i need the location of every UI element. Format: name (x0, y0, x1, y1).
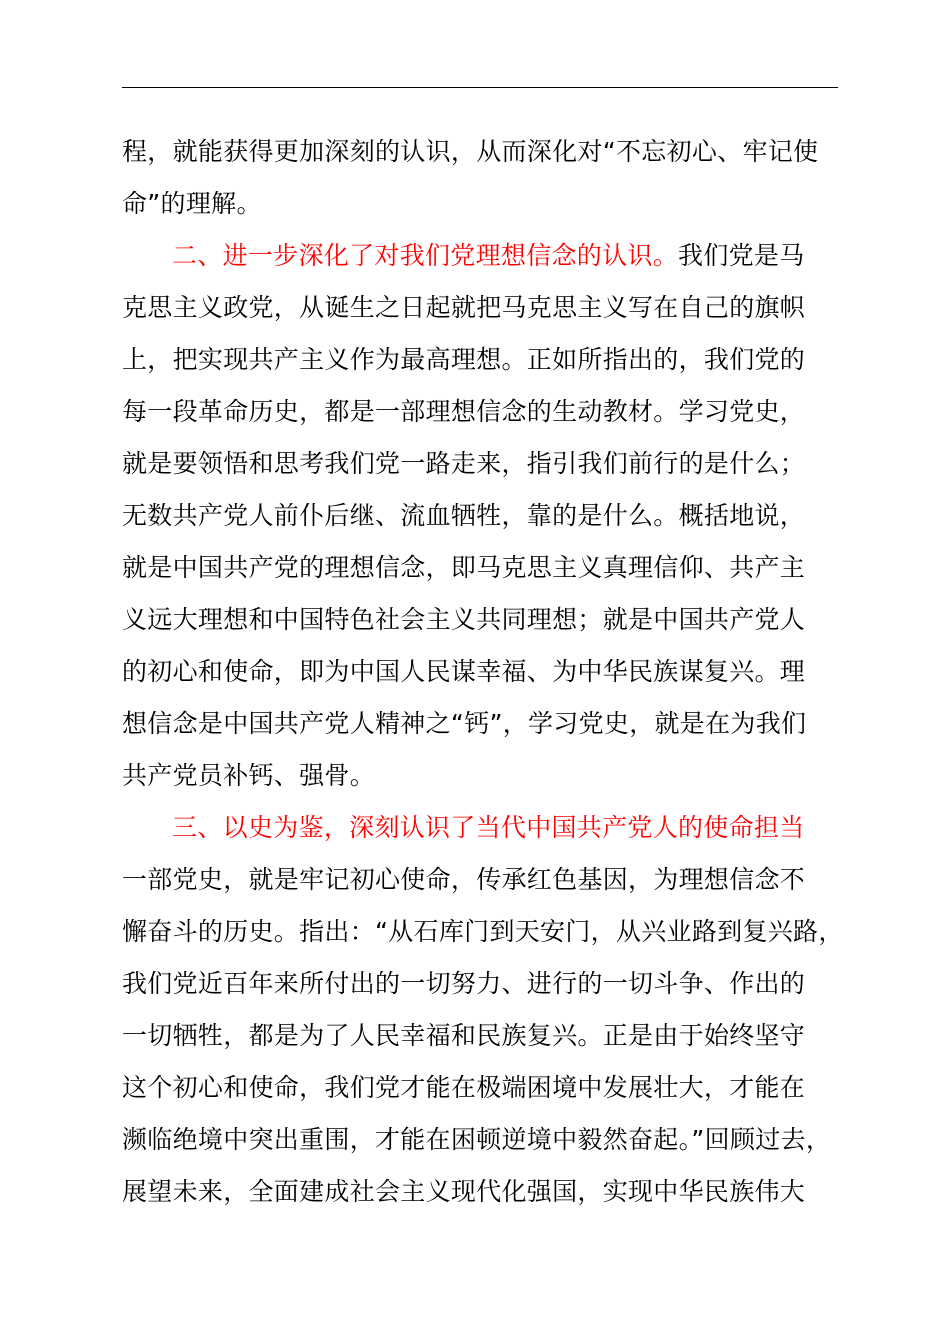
body-text-segment: 就是中国共产党的理想信念，即马克思主义真理信仰、共产主 (122, 553, 806, 582)
body-text-segment: 这个初心和使命，我们党才能在极端困境中发展壮大，才能在 (122, 1073, 806, 1102)
body-text-segment: 上，把实现共产主义作为最高理想。正如所指出的，我们党的 (122, 345, 806, 374)
text-line (122, 1062, 862, 1114)
body-text-segment: 程，就能获得更加深刻的认识，从而深化对“不忘初心、牢记使 (122, 137, 819, 166)
body-text-segment: 无数共产党人前仆后继、流血牺牲，靠的是什么。概括地说， (122, 501, 806, 530)
body-text-segment: 濒临绝境中突出重围，才能在困顿逆境中毅然奋起。”回顾过去， (122, 1125, 832, 1154)
text-line (122, 386, 862, 438)
body-text-segment: 我们党是马 (678, 241, 805, 270)
text-line (122, 334, 862, 386)
body-text-segment: 一切牺牲，都是为了人民幸福和民族复兴。正是由于始终坚守 (122, 1021, 806, 1050)
body-text-segment: 想信念是中国共产党人精神之“钙”，学习党史，就是在为我们 (122, 709, 807, 738)
text-line (122, 490, 862, 542)
text-line (122, 698, 862, 750)
text-line (122, 594, 862, 646)
text-line (122, 1010, 862, 1062)
text-line (122, 854, 862, 906)
body-text-segment: 懈奋斗的历史。指出：“从石库门到天安门，从兴业路到复兴路， (122, 917, 844, 946)
body-text-segment: 的初心和使命，即为中国人民谋幸福、为中华民族谋复兴。理 (122, 657, 806, 686)
text-line (122, 958, 862, 1010)
text-line (122, 802, 862, 854)
text-line (122, 282, 862, 334)
document-body (122, 126, 862, 1218)
body-text-segment: 共产党员补钙、强骨。 (122, 761, 376, 790)
section-heading: 三、以史为鉴，深刻认识了当代中国共产党人的使命担当 (172, 813, 805, 842)
text-line (122, 542, 862, 594)
text-line (122, 750, 862, 802)
text-line (122, 1114, 862, 1166)
body-text-segment: 我们党近百年来所付出的一切努力、进行的一切斗争、作出的 (122, 969, 806, 998)
text-line (122, 646, 862, 698)
header-rule (122, 87, 838, 88)
body-text-segment: 命”的理解。 (122, 189, 262, 218)
body-text-segment: 克思主义政党，从诞生之日起就把马克思主义写在自己的旗帜 (122, 293, 806, 322)
body-text-segment: 就是要领悟和思考我们党一路走来，指引我们前行的是什么； (122, 449, 806, 478)
body-text-segment: 一部党史，就是牢记初心使命，传承红色基因，为理想信念不 (122, 865, 806, 894)
body-text-segment: 展望未来，全面建成社会主义现代化强国，实现中华民族伟大 (122, 1177, 806, 1206)
text-line (122, 178, 862, 230)
body-text-segment: 每一段革命历史，都是一部理想信念的生动教材。学习党史， (122, 397, 806, 426)
body-text-segment: 义远大理想和中国特色社会主义共同理想；就是中国共产党人 (122, 605, 806, 634)
text-line (122, 126, 862, 178)
text-line (122, 438, 862, 490)
section-heading: 二、进一步深化了对我们党理想信念的认识。 (172, 241, 679, 270)
text-line (122, 230, 862, 282)
text-line (122, 906, 862, 958)
text-line (122, 1166, 862, 1218)
